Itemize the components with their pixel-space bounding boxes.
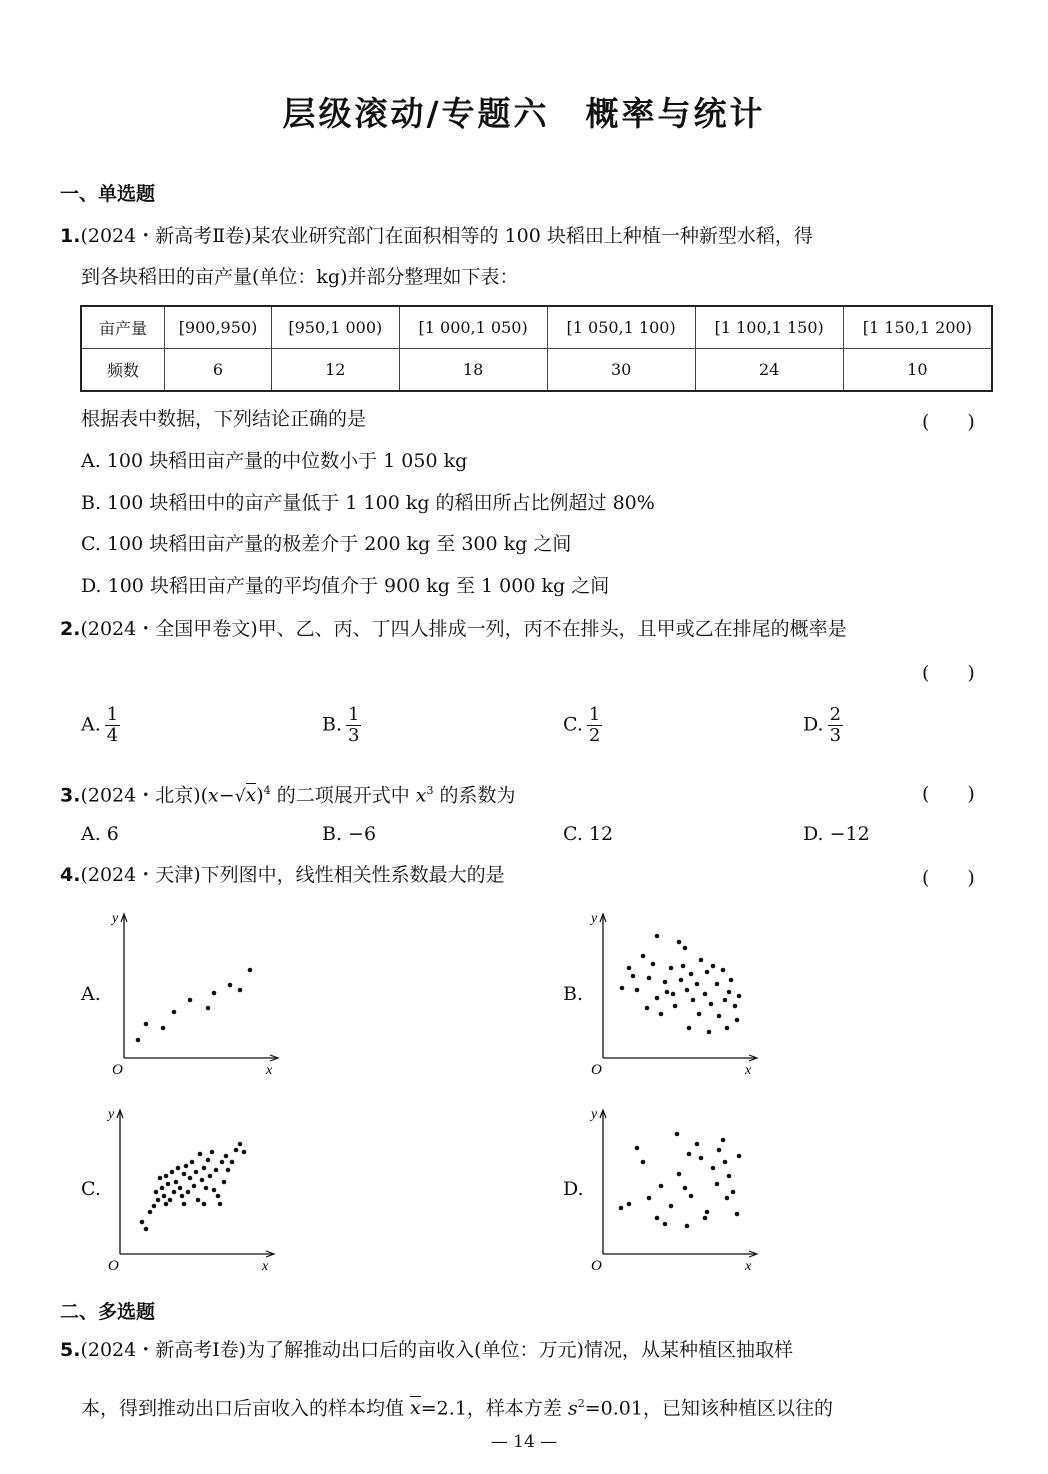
scatter-point bbox=[655, 934, 660, 939]
q5-line1 bbox=[60, 1338, 793, 1362]
table-row bbox=[81, 306, 992, 349]
table-header-count: 频数 bbox=[81, 349, 165, 392]
scatter-point bbox=[184, 1164, 189, 1169]
scatter-point bbox=[689, 1194, 694, 1199]
plot-c-label: C. bbox=[81, 1178, 101, 1200]
scatter-point bbox=[711, 1166, 716, 1171]
scatter-point bbox=[703, 1216, 708, 1221]
q5-text-2-pre: 本，得到推动出口后亩收入的样本均值 bbox=[81, 1397, 411, 1420]
scatter-point bbox=[226, 1168, 231, 1173]
scatter-point bbox=[202, 1202, 207, 1207]
scatter-point bbox=[687, 1026, 692, 1031]
option-label: B. bbox=[322, 713, 343, 736]
q2-number: 2. bbox=[60, 618, 81, 640]
scatter-point bbox=[164, 1174, 169, 1179]
fraction bbox=[828, 705, 843, 746]
scatter-point bbox=[689, 972, 694, 977]
q5-text-1: (2024・新高考Ⅰ卷)为了解推动出口后的亩收入(单位：万元)情况，从某种植区抽取样 bbox=[80, 1339, 793, 1361]
scatter-point bbox=[216, 1194, 221, 1199]
denominator: 3 bbox=[829, 725, 842, 746]
q3-option-c: C. 12 bbox=[563, 823, 614, 845]
q3-option-a: A. 6 bbox=[81, 823, 119, 845]
y-axis-label: y bbox=[108, 1107, 115, 1122]
origin-label: O bbox=[112, 1062, 123, 1078]
plot-d-label: D. bbox=[563, 1178, 584, 1200]
scatter-point bbox=[152, 1204, 157, 1209]
numerator: 1 bbox=[106, 704, 119, 725]
q3-text-post: ) bbox=[256, 784, 264, 807]
scatter-point bbox=[683, 1186, 688, 1191]
scatter-point bbox=[659, 1184, 664, 1189]
scatter-point bbox=[725, 1196, 730, 1201]
scatter-point bbox=[663, 980, 668, 985]
q1-number: 1. bbox=[60, 225, 81, 247]
scatter-point bbox=[198, 1152, 203, 1157]
scatter-point bbox=[705, 1210, 710, 1215]
scatter-point bbox=[659, 1012, 664, 1017]
x-axis-label: x bbox=[745, 1063, 752, 1078]
section-heading-single-choice: 一、单选题 bbox=[60, 183, 156, 205]
y-axis-label: y bbox=[591, 1107, 598, 1122]
scatter-point bbox=[695, 1142, 700, 1147]
plot-b-label: B. bbox=[563, 983, 584, 1005]
scatter-point bbox=[727, 1174, 732, 1179]
denominator: 4 bbox=[106, 725, 119, 746]
var-x: x bbox=[415, 784, 427, 807]
scatter-point bbox=[186, 1190, 191, 1195]
table-cell: [1 050,1 100) bbox=[547, 306, 695, 349]
scatter-point bbox=[697, 1012, 702, 1017]
scatter-point bbox=[206, 1158, 211, 1163]
scatter-point bbox=[144, 1227, 149, 1232]
scatter-point bbox=[627, 1202, 632, 1207]
scatter-point bbox=[717, 1014, 722, 1019]
fraction bbox=[346, 705, 361, 746]
scatter-point bbox=[192, 1184, 197, 1189]
scatter-point bbox=[156, 1198, 161, 1203]
q3-text-mid: 的二项展开式中 bbox=[270, 784, 416, 807]
scatter-point bbox=[182, 1172, 187, 1177]
exponent: 3 bbox=[426, 784, 434, 797]
scatter-point bbox=[214, 1168, 219, 1173]
q1-option-b: B. 100 块稻田中的亩产量低于 1 100 kg 的稻田所占比例超过 80% bbox=[81, 492, 655, 514]
scatter-point bbox=[158, 1176, 163, 1181]
scatter-point bbox=[144, 1022, 149, 1027]
numerator: 2 bbox=[829, 704, 842, 725]
scatter-point bbox=[230, 1160, 235, 1165]
q2-option-c bbox=[563, 705, 602, 746]
table-cell: 12 bbox=[272, 349, 400, 392]
exponent: 2 bbox=[577, 1397, 585, 1410]
scatter-point bbox=[220, 1160, 225, 1165]
plot-a-label: A. bbox=[81, 983, 101, 1005]
section-heading-multi-choice: 二、多选题 bbox=[60, 1301, 156, 1323]
q1-option-c: C. 100 块稻田亩产量的极差介于 200 kg 至 300 kg 之间 bbox=[81, 533, 572, 555]
option-label: A. bbox=[81, 713, 101, 736]
scatter-point bbox=[717, 1148, 722, 1153]
scatter-point bbox=[669, 1204, 674, 1209]
table-cell: 18 bbox=[399, 349, 547, 392]
scatter-point bbox=[178, 1186, 183, 1191]
table-cell: 10 bbox=[843, 349, 992, 392]
table-row bbox=[81, 349, 992, 392]
minus-sign: − bbox=[218, 784, 235, 807]
q5-text-2-mid: =2.1，样本方差 bbox=[420, 1397, 568, 1420]
table-cell: 30 bbox=[547, 349, 695, 392]
q2-answer-paren: ( ) bbox=[922, 662, 975, 684]
scatter-point bbox=[160, 1186, 165, 1191]
scatter-point bbox=[695, 982, 700, 987]
q1-line1 bbox=[60, 224, 813, 248]
table-cell: [1 100,1 150) bbox=[695, 306, 843, 349]
scatter-point bbox=[699, 958, 704, 963]
x-axis-label: x bbox=[262, 1259, 269, 1274]
scatter-point bbox=[204, 1186, 209, 1191]
scatter-point bbox=[679, 978, 684, 983]
scatter-point bbox=[641, 954, 646, 959]
scatter-point bbox=[635, 988, 640, 993]
q1-stem: 根据表中数据，下列结论正确的是 bbox=[81, 408, 367, 430]
q4-answer-paren: ( ) bbox=[922, 867, 975, 889]
scatter-point bbox=[723, 1160, 728, 1165]
scatter-point bbox=[707, 1030, 712, 1035]
var-s: s bbox=[567, 1397, 578, 1420]
scatter-point bbox=[154, 1190, 159, 1195]
q3-answer-paren: ( ) bbox=[922, 783, 975, 805]
q1-line2: 到各块稻田的亩产量(单位：kg)并部分整理如下表： bbox=[81, 266, 519, 288]
scatter-point bbox=[164, 1202, 169, 1207]
scatter-point bbox=[631, 974, 636, 979]
origin-label: O bbox=[591, 1258, 602, 1274]
scatter-point bbox=[206, 1006, 211, 1011]
scatter-point bbox=[210, 1150, 215, 1155]
y-axis-label: y bbox=[591, 911, 598, 926]
scatter-point bbox=[673, 1004, 678, 1009]
denominator: 3 bbox=[348, 725, 360, 746]
page-title: 层级滚动/专题六 概率与统计 bbox=[282, 94, 766, 133]
scatter-point bbox=[705, 970, 710, 975]
scatter-point bbox=[166, 1182, 171, 1187]
scatter-point bbox=[715, 1182, 720, 1187]
var-x-bar: x bbox=[410, 1397, 421, 1420]
q3-option-b: B. −6 bbox=[322, 823, 377, 845]
scatter-point bbox=[222, 1180, 227, 1185]
scatter-point bbox=[218, 1202, 223, 1207]
numerator: 1 bbox=[588, 704, 601, 725]
scatter-point bbox=[709, 1002, 714, 1007]
option-label: C. bbox=[563, 713, 583, 736]
scatter-point bbox=[665, 990, 670, 995]
scatter-plot-c bbox=[104, 1104, 284, 1274]
scatter-point bbox=[208, 1174, 213, 1179]
scatter-point bbox=[162, 1194, 167, 1199]
scatter-point bbox=[620, 986, 625, 991]
numerator: 1 bbox=[348, 704, 360, 725]
yield-frequency-table bbox=[80, 305, 993, 392]
q2-option-a bbox=[81, 705, 120, 746]
scatter-point bbox=[248, 968, 253, 973]
table-cell: [950,1 000) bbox=[272, 306, 400, 349]
scatter-point bbox=[677, 940, 682, 945]
scatter-point bbox=[238, 988, 243, 993]
q4-number: 4. bbox=[60, 864, 81, 886]
fraction bbox=[105, 705, 120, 746]
scatter-point bbox=[188, 998, 193, 1003]
scatter-point bbox=[681, 964, 686, 969]
x-axis-label: x bbox=[266, 1063, 273, 1078]
scatter-point bbox=[188, 1176, 193, 1181]
q4-text: (2024・天津)下列图中，线性相关性系数最大的是 bbox=[80, 864, 505, 886]
table-cell: [1 000,1 050) bbox=[399, 306, 547, 349]
q1-text-1: (2024・新高考Ⅱ卷)某农业研究部门在面积相等的 100 块稻田上种植一种新型水稻，得 bbox=[80, 225, 813, 247]
scatter-point bbox=[180, 1194, 185, 1199]
scatter-point bbox=[711, 964, 716, 969]
scatter-point bbox=[737, 994, 742, 999]
scatter-point bbox=[703, 992, 708, 997]
x-axis-label: x bbox=[745, 1259, 752, 1274]
scatter-point bbox=[200, 1178, 205, 1183]
scatter-point bbox=[691, 998, 696, 1003]
table-cell: [900,950) bbox=[165, 306, 272, 349]
exponent: 4 bbox=[263, 784, 271, 797]
scatter-point bbox=[228, 983, 233, 988]
scatter-point bbox=[196, 1198, 201, 1203]
scatter-point bbox=[721, 968, 726, 973]
scatter-point bbox=[641, 1160, 646, 1165]
scatter-point bbox=[212, 1188, 217, 1193]
scatter-point bbox=[737, 1154, 742, 1159]
scatter-point bbox=[725, 1026, 730, 1031]
q2-line1 bbox=[60, 617, 847, 641]
scatter-point bbox=[647, 976, 652, 981]
table-cell: 24 bbox=[695, 349, 843, 392]
q5-line2 bbox=[81, 1392, 833, 1420]
scatter-point bbox=[651, 962, 656, 967]
scatter-point bbox=[655, 1216, 660, 1221]
scatter-point bbox=[635, 1146, 640, 1151]
scatter-point bbox=[619, 1206, 624, 1211]
origin-label: O bbox=[108, 1258, 119, 1274]
scatter-point bbox=[242, 1150, 247, 1155]
scatter-point bbox=[172, 1190, 177, 1195]
q3-line1 bbox=[60, 779, 516, 808]
scatter-point bbox=[735, 1018, 740, 1023]
option-label: D. bbox=[803, 713, 824, 736]
sqrt-icon: √ bbox=[234, 786, 246, 807]
q1-answer-paren: ( ) bbox=[922, 411, 975, 433]
scatter-point bbox=[170, 1170, 175, 1175]
q3-text-tail: 的系数为 bbox=[433, 784, 516, 807]
scatter-plot-a bbox=[108, 908, 288, 1078]
scatter-point bbox=[677, 1172, 682, 1177]
scatter-point bbox=[176, 1166, 181, 1171]
denominator: 2 bbox=[588, 725, 601, 746]
q3-number: 3. bbox=[60, 784, 81, 807]
scatter-point bbox=[721, 1138, 726, 1143]
q3-text-pre: (2024・北京)( bbox=[80, 784, 209, 807]
scatter-point bbox=[685, 1224, 690, 1229]
scatter-point bbox=[645, 1006, 650, 1011]
scatter-point bbox=[735, 1212, 740, 1217]
scatter-point bbox=[683, 946, 688, 951]
scatter-point bbox=[663, 1222, 668, 1227]
q1-option-d: D. 100 块稻田亩产量的平均值介于 900 kg 至 1 000 kg 之间 bbox=[81, 575, 610, 597]
q2-option-d bbox=[803, 705, 843, 746]
q2-option-b bbox=[322, 705, 361, 746]
scatter-point bbox=[675, 1132, 680, 1137]
scatter-point bbox=[182, 1202, 187, 1207]
table-cell: 6 bbox=[165, 349, 272, 392]
scatter-point bbox=[685, 988, 690, 993]
scatter-point bbox=[729, 978, 734, 983]
scatter-point bbox=[238, 1142, 243, 1147]
scatter-point bbox=[647, 1196, 652, 1201]
fraction bbox=[587, 705, 602, 746]
q1-option-a: A. 100 块稻田亩产量的中位数小于 1 050 kg bbox=[81, 450, 468, 472]
page-number: — 14 — bbox=[490, 1432, 558, 1452]
scatter-point bbox=[727, 990, 732, 995]
scatter-point bbox=[202, 1166, 207, 1171]
scatter-point bbox=[212, 991, 217, 996]
scatter-point bbox=[136, 1038, 141, 1043]
scatter-point bbox=[224, 1154, 229, 1159]
scatter-point bbox=[161, 1026, 166, 1031]
scatter-plot-b bbox=[587, 908, 767, 1078]
scatter-point bbox=[174, 1180, 179, 1185]
var-x: x bbox=[208, 784, 219, 807]
scatter-point bbox=[148, 1210, 153, 1215]
scatter-point bbox=[671, 992, 676, 997]
table-cell: [1 150,1 200) bbox=[843, 306, 992, 349]
q2-text: (2024・全国甲卷文)甲、乙、丙、丁四人排成一列，丙不在排头，且甲或乙在排尾的概率是 bbox=[80, 618, 847, 640]
scatter-point bbox=[194, 1170, 199, 1175]
scatter-point bbox=[140, 1220, 145, 1225]
scatter-point bbox=[172, 1010, 177, 1015]
origin-label: O bbox=[591, 1062, 602, 1078]
scatter-point bbox=[627, 966, 632, 971]
scatter-point bbox=[190, 1160, 195, 1165]
q5-text-2-post: =0.01，已知该种植区以往的 bbox=[584, 1397, 833, 1420]
scatter-point bbox=[733, 1004, 738, 1009]
scatter-plot-d bbox=[587, 1104, 767, 1274]
scatter-point bbox=[715, 982, 720, 987]
var-x-under-root: x bbox=[245, 784, 257, 807]
scatter-point bbox=[731, 1190, 736, 1195]
scatter-point bbox=[655, 996, 660, 1001]
scatter-point bbox=[234, 1148, 239, 1153]
scatter-point bbox=[723, 998, 728, 1003]
q5-number: 5. bbox=[60, 1339, 81, 1361]
scatter-point bbox=[168, 1198, 173, 1203]
scatter-point bbox=[699, 1156, 704, 1161]
y-axis-label: y bbox=[112, 911, 119, 926]
q3-option-d: D. −12 bbox=[803, 823, 870, 845]
scatter-point bbox=[669, 966, 674, 971]
scatter-point bbox=[687, 1152, 692, 1157]
table-header-yield: 亩产量 bbox=[81, 306, 165, 349]
q4-line1 bbox=[60, 863, 505, 887]
